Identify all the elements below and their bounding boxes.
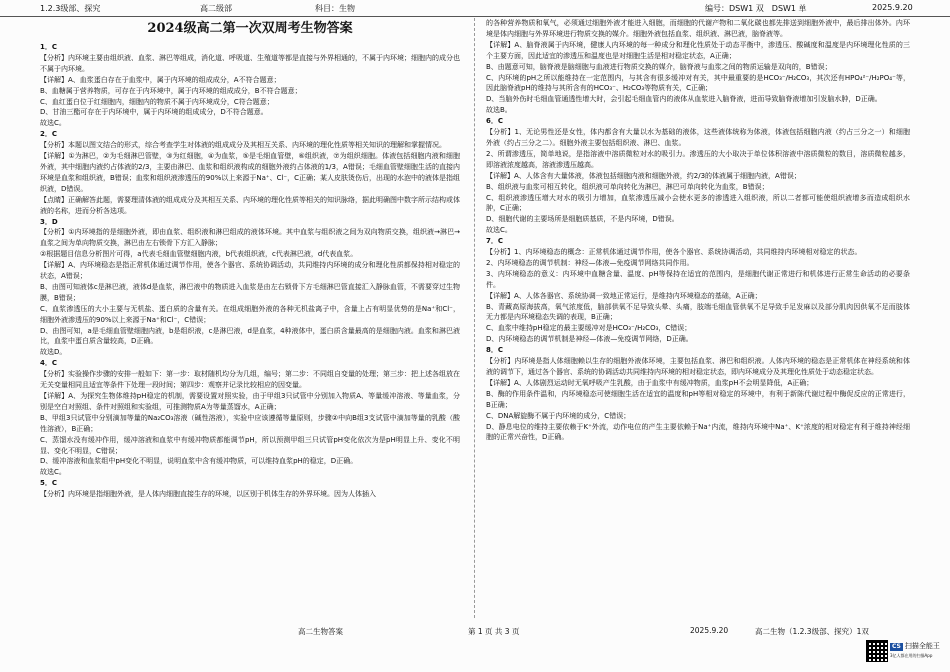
- scanner-watermark: [890, 642, 940, 660]
- answer-paragraph: D、内环境稳态的调节机制是神经—体液—免疫调节网络，D正确。: [486, 335, 693, 344]
- right-column: [486, 18, 910, 443]
- answer-paragraph: B、血糖属于营养物质，可存在于内环境中，属于内环境的组成成分，B不符合题意；: [40, 86, 302, 95]
- answer-paragraph: D、细胞代谢的主要场所是细胞质基质，不是内环境，D错误。: [486, 215, 679, 224]
- left-column: [40, 18, 460, 500]
- answer-paragraph: B、酶的作用条件温和，内环境稳态可使细胞生活在适宜的温度和pH等相对稳定的环境中，有利于新陈代谢过程中酶促反应的正常进行，B正确；: [486, 389, 910, 409]
- answer-paragraph: 故选D。: [40, 348, 67, 357]
- page-title: 2024级高二第一次双周考生物答案: [147, 21, 353, 36]
- answer-paragraph: D、缓冲溶液和血浆组中pH变化不明显，说明血浆中含有缓冲物质，可以维持血浆pH的稳定，D正确。: [40, 457, 358, 466]
- answer-paragraph: 【分析】内环境是指细胞外液，是人体内细胞直接生存的环境，以区别于机体生存的外界环境。因为人体插入: [40, 490, 376, 499]
- answer-paragraph: ②根据题目信息分析图片可得，a代表毛细血管壁细胞内液，b代表组织液，c代表淋巴液，d代表血浆。: [40, 250, 358, 259]
- scanner-title: 扫描全能王: [904, 642, 940, 650]
- answer-paragraph: 【详解】A、内环境稳态是指正常机体通过调节作用，使各个器官、系统协调活动，共同维持内环境的成分和理化性质都保持相对稳定的状态，A错误；: [40, 261, 460, 281]
- answer-paragraph: C、DNA解旋酶不属于内环境的成分，C错误；: [486, 411, 631, 420]
- answer-paragraph: 【详解】A、人体剧烈运动时无氧呼吸产生乳酸，由于血浆中有缓冲物质，血浆pH不会明显降低，A正确；: [486, 378, 814, 387]
- answer-paragraph: 6．C: [486, 117, 504, 126]
- answer-paragraph: 【分析】1、无论男性还是女性，体内都含有大量以水为基础的液体，这些液体统称为体液，体液包括细胞内液（约占三分之一）和细胞外液（约占三分之二）。细胞外液主要包括组织液、淋巴、血浆。: [486, 128, 910, 147]
- answer-paragraph: C、蒸馏水没有缓冲作用，缓冲溶液和血浆中有缓冲物质都能调节pH，所以预测甲组三只试管pH变化依次为是pH明显上升、变化不明显、变化不明显，C错误；: [40, 435, 460, 455]
- answer-paragraph: C、组织液渗透压增大对水的吸引力增加，血浆渗透压减小会使水更多的渗透进入组织液，所以二者都可能使组织液增多而造成组织水肿，C正确；: [486, 193, 910, 213]
- answer-paragraph: 【分析】内环境主要由组织液、血浆、淋巴等组成，消化道、呼吸道、生殖道等都是直接与外界相通的，不属于内环境；细胞内的成分也不属于内环境。: [40, 53, 460, 73]
- answer-paragraph: C、内环境的pH之所以能维持在一定范围内，与其含有很多缓冲对有关，其中最重要的是HCO₃⁻/H₂CO₃，其次还有HPO₄²⁻/H₂PO₄⁻等，因此脑脊液pH的维持与其所含有的HCO₃⁻、H₂CO₃等物质有关，C正确；: [486, 73, 910, 93]
- answer-paragraph: 故选B。: [486, 106, 512, 115]
- qr-code-icon: [866, 640, 888, 662]
- answer-paragraph: 【详解】A、为探究生物体维持pH稳定的机制，需要设置对照实验，由于甲组3只试管中分别加入物质A、等量缓冲溶液、等量血浆，分别是空白对照组、条件对照组和实验组，可推测物质A为等量蒸馏水，A正确；: [40, 392, 460, 411]
- page-header: [0, 0, 950, 17]
- answer-paragraph: B、组织液与血浆可相互转化，组织液可单向转化为淋巴，淋巴可单向转化为血浆，B错误；: [486, 182, 769, 191]
- answer-paragraph: 的各种营养物质和氧气，必须通过细胞外液才能进入细胞，而细胞的代谢产物和二氧化碳也都先排送到细胞外液中，最后排出体外。内环境是体内细胞与外界环境进行物质交换的媒介。细胞外液包括血浆、组织液、淋巴液，脑脊液等。: [486, 19, 910, 38]
- answer-paragraph: 7．C: [486, 237, 504, 246]
- footer-left-name: 高二生物答案: [298, 627, 343, 636]
- answer-paragraph: 8．C: [486, 346, 504, 355]
- answer-paragraph: 【详解】A、血浆蛋白存在于血浆中，属于内环境的组成成分，A不符合题意；: [40, 75, 281, 84]
- answer-paragraph: 故选C。: [40, 468, 66, 477]
- answer-paragraph: 【详解】A、人体含有大量体液，体液包括细胞内液和细胞外液，约2/3的体液属于细胞内液，A错误；: [486, 171, 801, 180]
- answer-paragraph: C、血红蛋白位于红细胞内，细胞内的物质不属于内环境成分，C符合题意；: [40, 97, 274, 106]
- answer-paragraph: D、甘油三酯可存在于内环境中，属于内环境的组成成分，D不符合题意。: [40, 108, 268, 117]
- answer-paragraph: 3．D: [40, 217, 58, 226]
- answer-paragraph: 【分析】实验操作步骤的安排一般如下：第一步：取材随机均分为几组，编号；第二步：不同组自变量的处理；第三步：把上述各组放在无关变量相同且适宜等条件下处理一段时间；第四步：观察并记录比较相应的因变量。: [40, 370, 460, 390]
- answer-paragraph: D、由图可知，a是毛细血管壁细胞内液，b是组织液，c是淋巴液，d是血浆，4种液体中，蛋白质含量最高的是细胞内液。血浆和淋巴液比，血浆中蛋白质含量较高，D正确。: [40, 326, 460, 346]
- answer-paragraph: 【详解】A、脑脊液属于内环境，健康人内环境的每一种成分和理化性质处于动态平衡中，渗透压、酸碱度和温度是内环境理化性质的三个主要方面，因此适宜的渗透压和温度也是对细胞生活是相对稳定状态，A正确；: [486, 40, 910, 60]
- answer-paragraph: D、当脑外伤时毛细血管通透性增大时，会引起毛细血管内的液体从血浆进入脑脊液，进而导致脑脊液增加引发脑水肿，D正确。: [486, 95, 882, 104]
- answer-paragraph: 【分析】内环境是指人体细胞赖以生存的细胞外液体环境，主要包括血浆、淋巴和组织液。人体内环境的稳态是正常机体在神经系统和体液的调节下，通过各个器官、系统的协调活动共同维持内环境的相对稳定状态，即内环境成分及其理化性质处于动态稳定状态。: [486, 357, 910, 376]
- answer-paragraph: B、由题意可知，脑脊液是脑细胞与血液进行物质交换的媒介，脑脊液与血浆之间的物质运输是双向的，B错误；: [486, 62, 832, 71]
- header-code: 编号：DSW1 双 DSW1 单: [705, 4, 807, 13]
- answer-paragraph: C、血浆中维持pH稳定的最主要缓冲对是HCO₃⁻/H₂CO₃，C错误；: [486, 324, 692, 333]
- answer-paragraph: 2．C: [40, 130, 58, 139]
- answer-paragraph: 故选C。: [40, 119, 66, 128]
- answer-paragraph: 2、内环境稳态的调节机制：神经—体液—免疫调节网络共同作用。: [486, 258, 694, 267]
- footer-date: 2025.9.20: [690, 626, 729, 635]
- answer-paragraph: 1．C: [40, 43, 58, 51]
- answer-paragraph: 3、内环境稳态的意义：内环境中血糖含量、温度、pH等保持在适宜的范围内，是细胞代谢正常进行和机体进行正常生命活动的必要条件。: [486, 269, 910, 289]
- header-subject: 科目：生物: [315, 4, 355, 13]
- answer-paragraph: 【点睛】正确解答此题，需要理清体液的组成成分及其相互关系、内环境的理化性质等相关的知识脉络，据此明确图中数字所示结构或体液的名称，进而分析各选项。: [40, 195, 460, 215]
- answer-paragraph: 【详解】①为淋巴，②为毛细淋巴管壁，③为红细胞，④为血浆，⑤是毛细血管壁，⑥组织液，⑦为组织细胞。体液包括细胞内液和细胞外液，其中细胞内液约占体液的2/3，主要由淋巴、血浆和组织液构成的细胞外液约占体液的1/3，A错误；毛细血管壁细胞生活的直接内环境是血浆和组织液，B错误；血浆和组织液渗透压的90%以上来源于Na⁺、Cl⁻，C正确；某人皮肤烫伤后，出现的水泡中的液体是指组织液，D错误。: [40, 152, 460, 193]
- header-grade: 高二级部: [200, 4, 232, 13]
- answer-paragraph: 【分析】①内环境指的是细胞外液，即由血浆、组织液和淋巴组成的液体环境。其中血浆与组织液之间为双向物质交换，组织液→淋巴→血浆之间为单向物质交换，淋巴由左右锁骨下方汇入静脉；: [40, 228, 460, 248]
- answer-paragraph: B、甲组3只试管中分别滴加等量的Na₂CO₃溶液（碱性溶液），实验中应该遵循等量原则，步骤②中向B组3支试管中滴加等量的乳酸（酸性溶液），B正确；: [40, 413, 460, 433]
- answer-paragraph: 4．C: [40, 359, 58, 368]
- header-date: 2025.9.20: [872, 3, 913, 12]
- answer-paragraph: 【分析】1、内环境稳态的概念：正常机体通过调节作用，使各个器官、系统协调活动，共同维持内环境相对稳定的状态。: [486, 248, 862, 257]
- answer-paragraph: 2、所谓渗透压，简单地说，是指溶液中溶质微粒对水的吸引力。渗透压的大小取决于单位体积溶液中溶质微粒的数目，溶质微粒越多，即溶液浓度越高，溶液渗透压越高。: [486, 149, 910, 169]
- answer-paragraph: B、由图可知液体c是淋巴液，液体d是血浆，淋巴液中的物质进入血浆是由左右锁骨下方毛细淋巴管直接汇入静脉血管，不需要穿过生物膜，B错误；: [40, 282, 460, 302]
- camscanner-logo-icon: CS: [892, 643, 901, 650]
- answer-paragraph: 【分析】本题以图文结合的形式，综合考查学生对体液的组成成分及其相互关系、内环境的理化性质等相关知识的理解和掌握情况。: [40, 141, 446, 150]
- scanner-subtitle: 3亿人都在用的扫描App: [890, 653, 933, 658]
- footer-page-number: 第 1 页 共 3 页: [468, 627, 520, 636]
- footer-right-name: 高二生物（1.2.3级部、探究）1双: [755, 627, 869, 636]
- answer-paragraph: 【详解】A、人体各器官、系统协调一致地正常运行，是维持内环境稳态的基础，A正确；: [486, 291, 762, 300]
- answer-paragraph: B、青藏高原海拔高，氧气浓度低，脑部供氧不足导致头晕、头痛，肢端毛细血管供氧不足导致手足发麻以及部分肌肉因供氧不足而肢体无力都是内环境稳态失调的表现，B正确；: [486, 302, 910, 322]
- answer-paragraph: C、血浆渗透压的大小主要与无机盐、蛋白质的含量有关。在组成细胞外液的各种无机盐离子中，含量上占有明显优势的是Na⁺和Cl⁻，细胞外液渗透压的90%以上来源于Na⁺和Cl⁻，C错误；: [40, 304, 460, 324]
- column-divider: [474, 18, 475, 618]
- answer-paragraph: D、静息电位的维持主要依赖于K⁺外流，动作电位的产生主要依赖于Na⁺内流，维持内环境中Na⁺、K⁺浓度的相对稳定有利于维持神经细胞的正常兴奋性，D正确。: [486, 422, 910, 442]
- answer-paragraph: 5．C: [40, 479, 58, 488]
- answer-paragraph: 故选C。: [486, 226, 512, 235]
- header-grade-dept: 1.2.3级部、探究: [40, 4, 101, 13]
